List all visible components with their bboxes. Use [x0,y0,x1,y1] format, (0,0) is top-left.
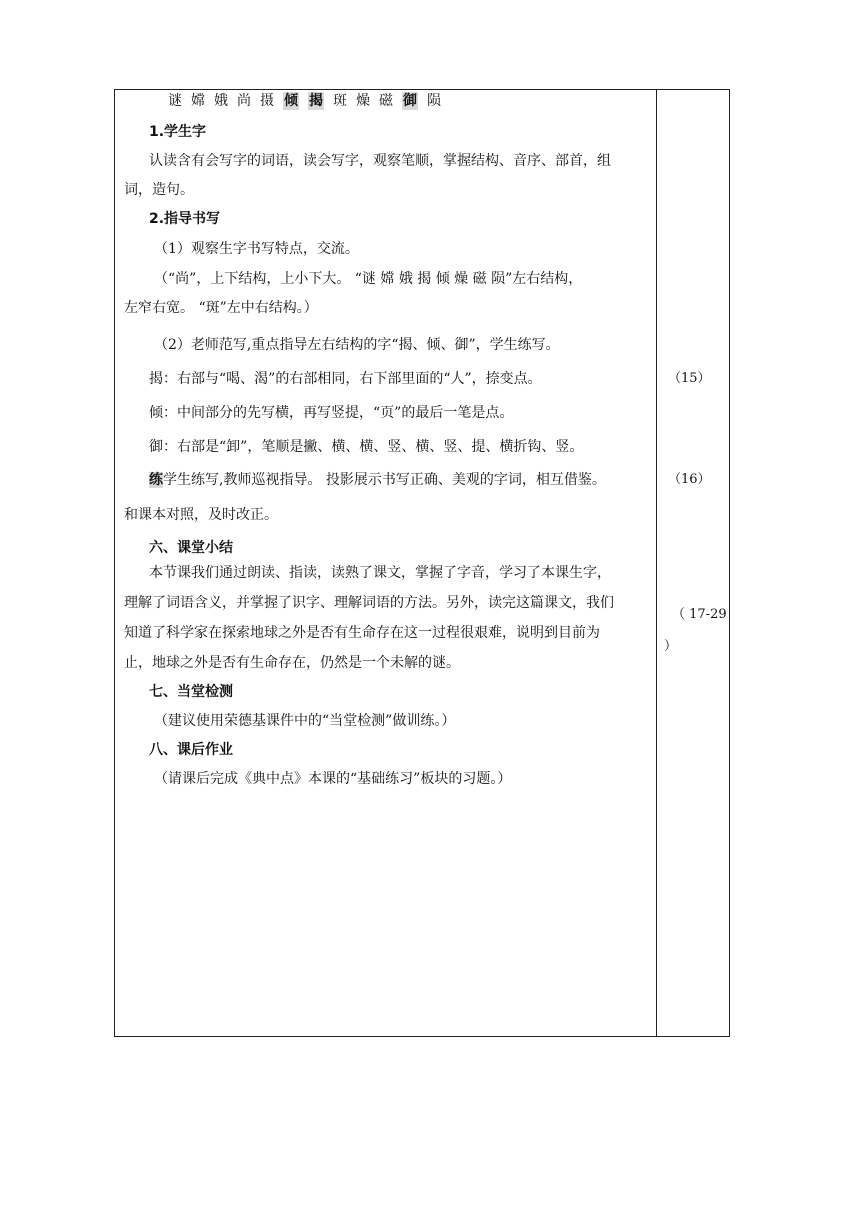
section-heading-1: 1.学生字 [149,124,207,140]
highlighted-char: 练 [149,472,163,488]
time-17-29: （ 17-29 [672,607,727,622]
paragraph-line: （建议使用荣德基课件中的“当堂检测”做训练。） [154,713,456,729]
paragraph-line: 本节课我们通过朗读、指读，读熟了课文，掌握了字音，学习了本课生字， [149,565,611,581]
character-7: 斑 [333,93,347,109]
paragraph-line: 左窄右宽。 “斑”左中右结构。） [124,300,318,316]
paragraph-line: 揭：右部与“喝、渴”的右部相同，右下部里面的“人”，捺变点。 [149,371,542,387]
section-heading-8: 八、课后作业 [149,742,233,758]
paragraph-line: （1）观察生字书写特点，交流。 [154,241,359,257]
time-17-29-close: ） [664,639,678,654]
column-divider [656,90,657,1036]
character-6: 揭 [309,93,323,109]
line-text: 学生练写,教师巡视指导。 投影展示书写正确、美观的字词，相互借鉴。 [163,472,606,488]
character-4: 摄 [260,93,274,109]
paragraph-line: 御：右部是“卸”，笔顺是撇、横、横、竖、横、竖、提、横折钩、竖。 [149,439,584,455]
time-15: （15） [668,371,711,386]
paragraph-line: 认读含有会写字的词语，读会写字，观察笔顺，掌握结构、音序、部首，组 [149,153,611,169]
character-10: 御 [403,93,417,109]
paragraph-line: 和课本对照，及时改正。 [124,507,278,523]
paragraph-line: 止，地球之外是否有生命存在，仍然是一个未解的谜。 [124,655,460,671]
character-8: 燥 [356,93,370,109]
section-heading-7: 七、当堂检测 [149,684,233,700]
section-heading-2: 2.指导书写 [149,211,221,227]
paragraph-line: （2）老师范写,重点指导左右结构的字“揭、倾、御”，学生练写。 [154,337,560,353]
character-2: 娥 [214,93,228,109]
paragraph-line: 知道了科学家在探索地球之外是否有生命存在这一过程很艰难，说明到目前为 [124,625,600,641]
lesson-plan-table [114,89,730,1037]
character-5: 倾 [284,93,298,109]
character-0: 谜 [168,93,182,109]
paragraph-line: （请课后完成《典中点》本课的“基础练习”板块的习题。） [154,771,512,787]
character-9: 磁 [379,93,393,109]
section-heading-6: 六、课堂小结 [149,540,233,556]
paragraph-line: 词，造句。 [124,182,194,198]
new-characters-row [168,92,450,110]
paragraph-line [149,471,606,489]
character-11: 陨 [427,93,441,109]
time-16: （16） [668,472,711,487]
paragraph-line: 倾：中间部分的先写横，再写竖提，“页”的最后一笔是点。 [149,405,514,421]
paragraph-line: 理解了词语含义，并掌握了识字、理解词语的方法。另外，读完这篇课文，我们 [124,595,614,611]
paragraph-line: （“尚”，上下结构，上小下大。 “谜 嫦 娥 揭 倾 燥 磁 陨”左右结构， [154,271,583,287]
character-3: 尚 [237,93,251,109]
character-1: 嫦 [191,93,205,109]
